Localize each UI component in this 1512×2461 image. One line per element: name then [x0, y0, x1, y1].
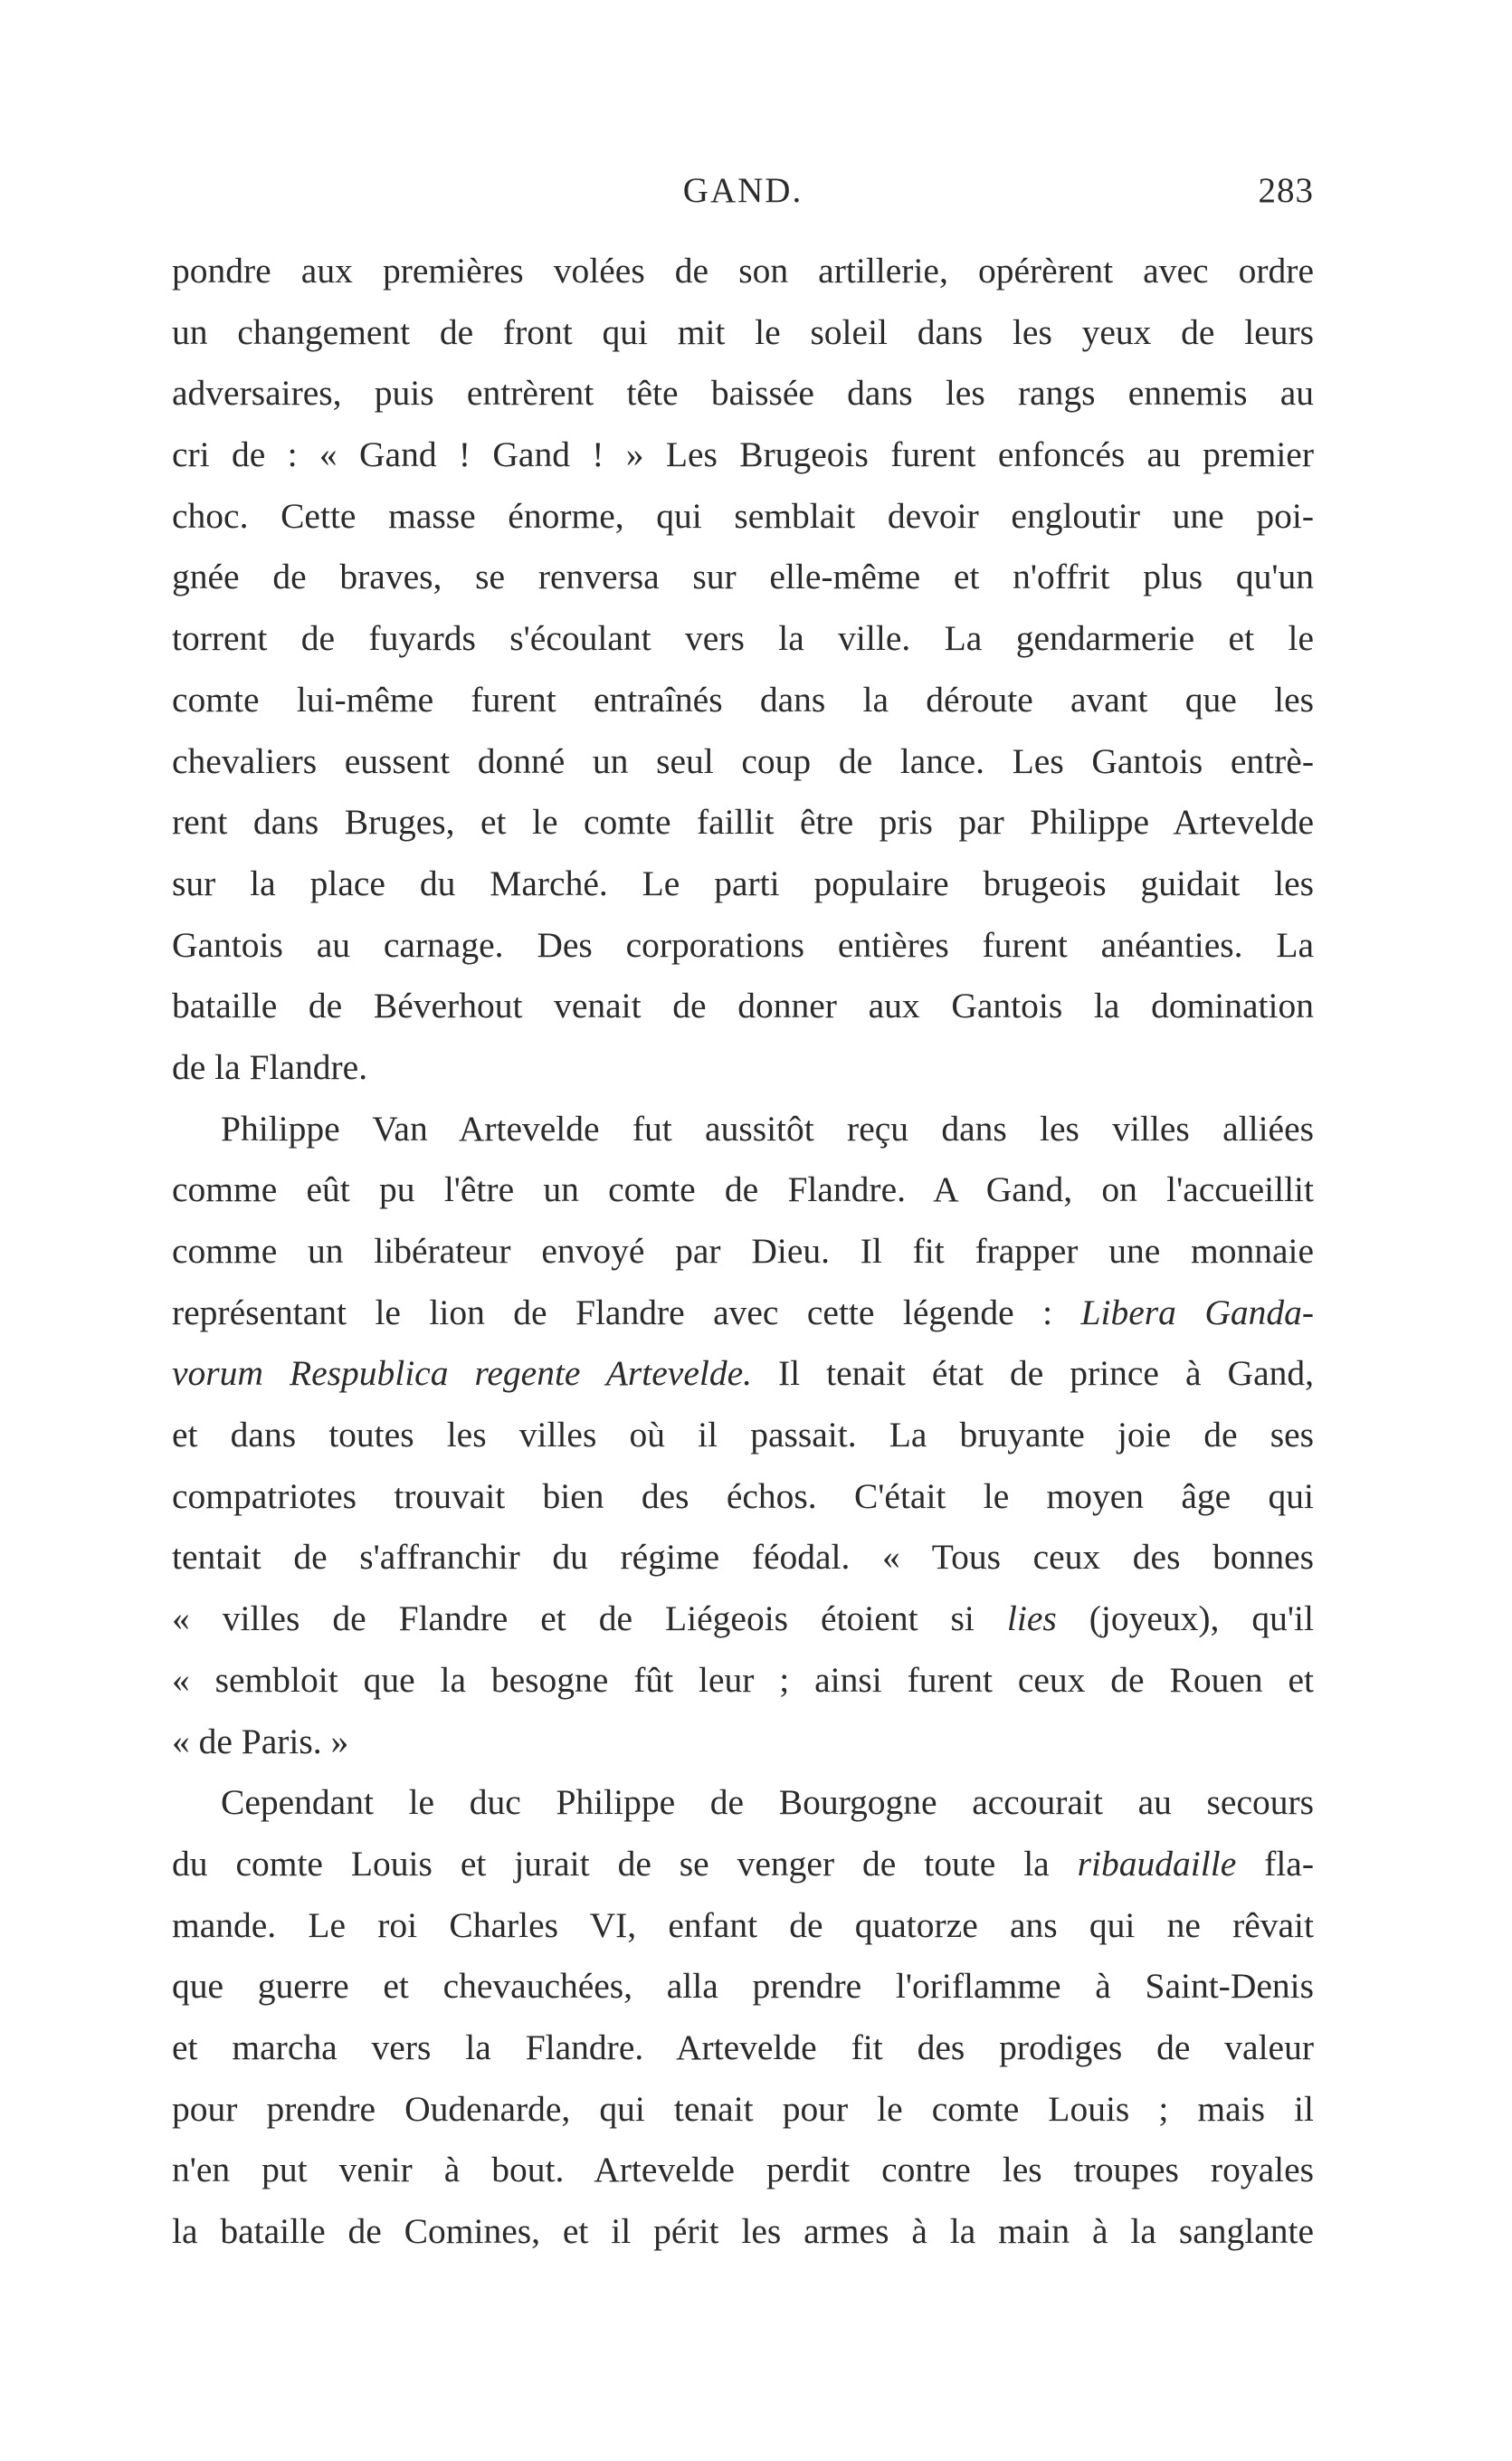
- running-head: [172, 170, 1314, 215]
- text-line: pour prendre Oudenarde, qui tenait pour le comte Louis ; mais il: [172, 2088, 1314, 2129]
- text-line: Philippe Van Artevelde fut aussitôt reçu dans les villes alliées: [221, 1108, 1314, 1149]
- text-line: bataille de Béverhout venait de donner aux Gantois la domination: [172, 986, 1314, 1026]
- text-line: de la Flandre.: [172, 1046, 368, 1087]
- text-line: la bataille de Comines, et il périt les armes à la main à la sanglante: [172, 2211, 1314, 2251]
- text-line: « de Paris. »: [172, 1721, 349, 1761]
- italic-latin-legend: Libera Ganda-: [1080, 1292, 1314, 1332]
- text-line: représentant le lion de Flandre avec cette légende : Libera Ganda-: [172, 1292, 1314, 1332]
- text-line: comme eût pu l'être un comte de Flandre. A Gand, on l'accueillit: [172, 1169, 1314, 1210]
- italic-word: lies: [1006, 1598, 1057, 1639]
- text-line: mande. Le roi Charles VI, enfant de quatorze ans qui ne rêvait: [172, 1904, 1314, 1945]
- text-line: sur la place du Marché. Le parti populaire brugeois guidait les: [172, 863, 1314, 903]
- text-line: « sembloit que la besogne fût leur ; ainsi furent ceux de Rouen et: [172, 1659, 1314, 1700]
- text-line: que guerre et chevauchées, alla prendre l'oriflamme à Saint-Denis: [172, 1966, 1314, 2007]
- text-line: comme un libérateur envoyé par Dieu. Il fit frapper une monnaie: [172, 1231, 1314, 1271]
- body-text: [172, 241, 1314, 2263]
- text-line: cri de : « Gand ! Gand ! » Les Brugeois furent enfoncés au premier: [172, 434, 1314, 475]
- italic-word: ribaudaille: [1077, 1843, 1237, 1884]
- text-line: Gantois au carnage. Des corporations entières furent anéanties. La: [172, 924, 1314, 965]
- text-line: Cependant le duc Philippe de Bourgogne accourait au secours: [221, 1782, 1314, 1823]
- text-line: et marcha vers la Flandre. Artevelde fit des prodiges de valeur: [172, 2027, 1314, 2067]
- running-title: GAND.: [682, 171, 804, 210]
- text-line: n'en put venir à bout. Artevelde perdit contre les troupes royales: [172, 2150, 1314, 2190]
- text-line: rent dans Bruges, et le comte faillit être pris par Philippe Artevelde: [172, 802, 1314, 843]
- text-line: torrent de fuyards s'écoulant vers la ville. La gendarmerie et le: [172, 618, 1314, 659]
- text-line: pondre aux premières volées de son artillerie, opérèrent avec ordre: [172, 251, 1314, 291]
- text-line: vorum Respublica regente Artevelde. Il tenait état de prince à Gand,: [172, 1353, 1314, 1394]
- text-line: et dans toutes les villes où il passait. La bruyante joie de ses: [172, 1415, 1314, 1455]
- page-number: 283: [1258, 171, 1314, 210]
- text-line: un changement de front qui mit le soleil dans les yeux de leurs: [172, 311, 1314, 352]
- text-line: comte lui-même furent entraînés dans la déroute avant que les: [172, 679, 1314, 720]
- text-line: compatriotes trouvait bien des échos. C'était le moyen âge qui: [172, 1475, 1314, 1516]
- text-line: du comte Louis et jurait de se venger de toute la ribaudaille fla-: [172, 1843, 1314, 1884]
- text-line: gnée de braves, se renversa sur elle-même et n'offrit plus qu'un: [172, 557, 1314, 597]
- text-line: « villes de Flandre et de Liégeois étoient si lies (joyeux), qu'il: [172, 1598, 1314, 1639]
- italic-latin-legend: vorum Respublica regente Artevelde.: [172, 1353, 752, 1394]
- text-line: tentait de s'affranchir du régime féodal. « Tous ceux des bonnes: [172, 1537, 1314, 1578]
- text-line: chevaliers eussent donné un seul coup de lance. Les Gantois entrè-: [172, 740, 1314, 781]
- text-line: adversaires, puis entrèrent tête baissée dans les rangs ennemis au: [172, 373, 1314, 414]
- text-line: choc. Cette masse énorme, qui semblait devoir engloutir une poi-: [172, 495, 1314, 536]
